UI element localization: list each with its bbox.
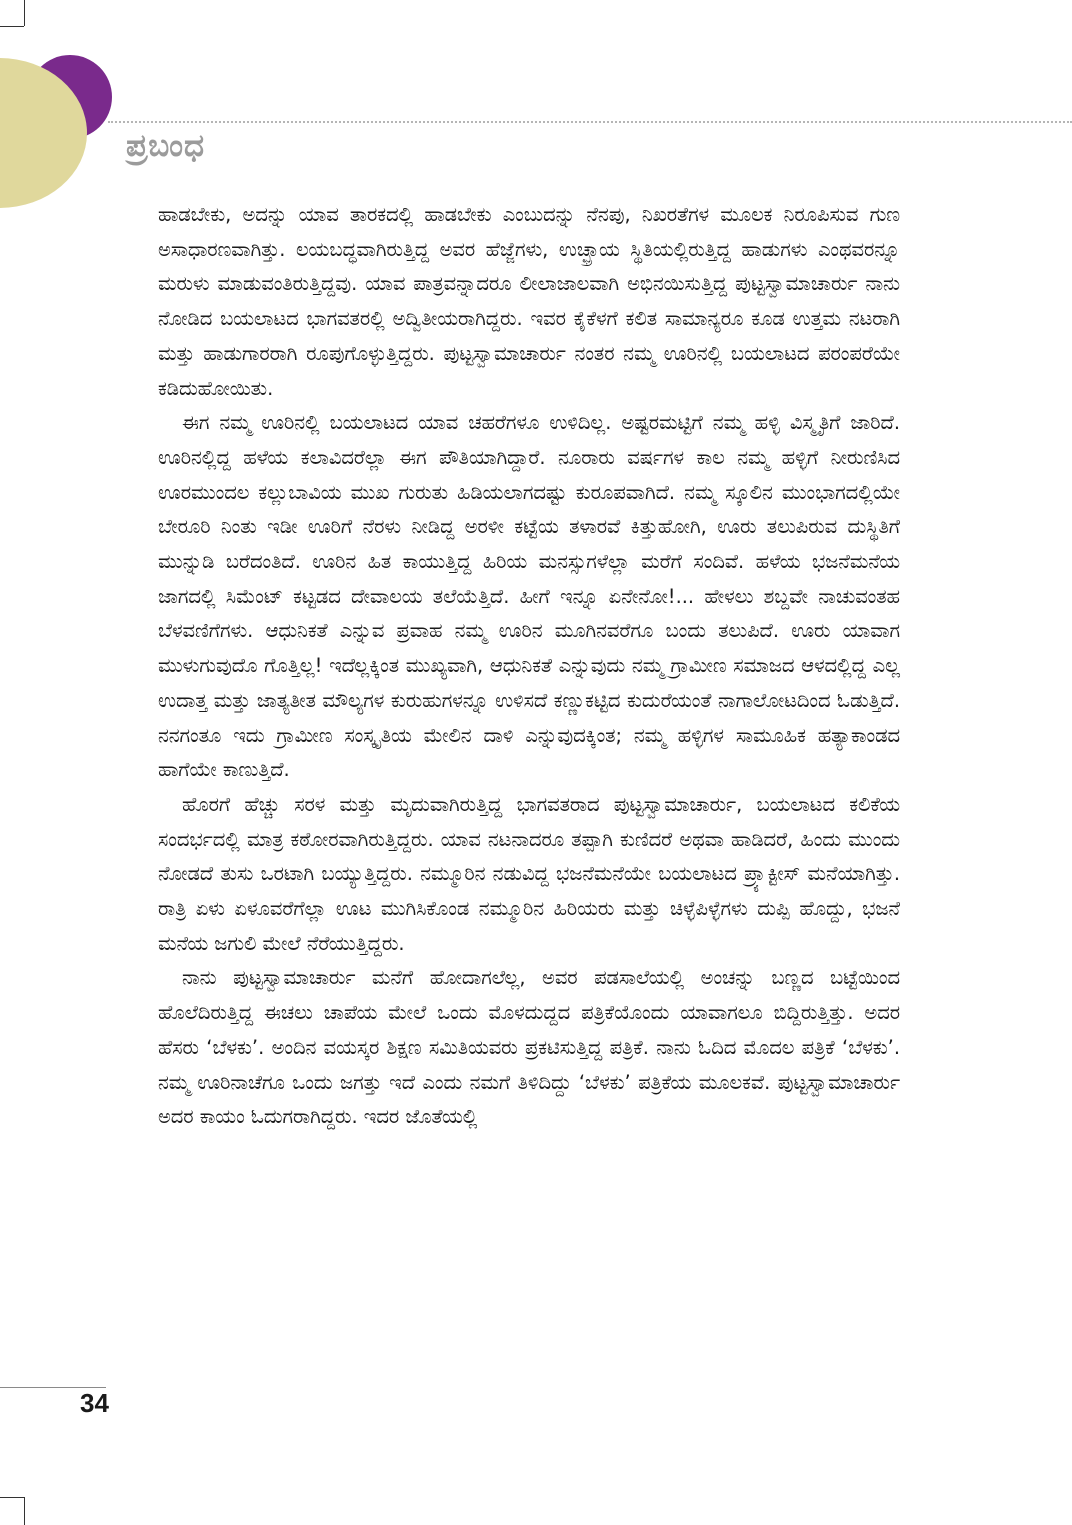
paragraph: ಹಾಡಬೇಕು, ಅದನ್ನು ಯಾವ ತಾರಕದಲ್ಲಿ ಹಾಡಬೇಕು ಎಂಬುದನ್ನು ನೆನಪು, ನಿಖರತೆಗಳ ಮೂಲಕ ನಿರೂಪಿಸುವ ಗುಣ ಅಸಾಧಾರಣವಾಗಿತ್ತು. ಲಯಬದ್ಧವಾಗಿರುತ್ತಿದ್ದ ಅವರ ಹೆಜ್ಜೆಗಳು, ಉಚ್ಛ್ರಾಯ ಸ್ಥಿತಿಯಲ್ಲಿರುತ್ತಿದ್ದ ಹಾಡುಗಳು ಎಂಥವರನ್ನೂ ಮರುಳು ಮಾಡುವಂತಿರುತ್ತಿದ್ದವು. ಯಾವ ಪಾತ್ರವನ್ನಾದರೂ ಲೀಲಾಜಾಲವಾಗಿ ಅಭಿನಯಿಸುತ್ತಿದ್ದ ಪುಟ್ಟಸ್ವಾಮಾಚಾರ್ರು ನಾನು ನೋಡಿದ ಬಯಲಾಟದ ಭಾಗವತರಲ್ಲಿ ಅದ್ವಿತೀಯರಾಗಿದ್ದರು. ಇವರ ಕೈಕೆಳಗೆ ಕಲಿತ ಸಾಮಾನ್ಯರೂ ಕೂಡ ಉತ್ತಮ ನಟರಾಗಿ ಮತ್ತು ಹಾಡುಗಾರರಾಗಿ ರೂಪುಗೊಳ್ಳುತ್ತಿದ್ದರು. ಪುಟ್ಟಸ್ವಾಮಾಚಾರ್ರು ನಂತರ ನಮ್ಮ ಊರಿನಲ್ಲಿ ಬಯಲಾಟದ ಪರಂಪರೆಯೇ ಕಡಿದುಹೋಯಿತು.	[158, 203, 900, 400]
crop-mark-top-left-horizontal	[0, 26, 24, 27]
paragraph: ನಾನು ಪುಟ್ಟಸ್ವಾಮಾಚಾರ್ರು ಮನೆಗೆ ಹೋದಾಗಲೆಲ್ಲ, ಅವರ ಪಡಸಾಲೆಯಲ್ಲಿ ಅಂಚನ್ನು ಬಣ್ಣದ ಬಟ್ಟೆಯಿಂದ ಹೊಲೆದಿರುತ್ತಿದ್ದ ಈಚಲು ಚಾಪೆಯ ಮೇಲೆ ಒಂದು ಮೊಳದುದ್ದದ ಪತ್ರಿಕೆಯೊಂದು ಯಾವಾಗಲೂ ಬಿದ್ದಿರುತ್ತಿತ್ತು. ಅದರ ಹೆಸರು ‘ಬೆಳಕು’. ಅಂದಿನ ವಯಸ್ಕರ ಶಿಕ್ಷಣ ಸಮಿತಿಯವರು ಪ್ರಕಟಿಸುತ್ತಿದ್ದ ಪತ್ರಿಕೆ. ನಾನು ಓದಿದ ಮೊದಲ ಪತ್ರಿಕೆ ‘ಬೆಳಕು’. ನಮ್ಮ ಊರಿನಾಚೆಗೂ ಒಂದು ಜಗತ್ತು ಇದೆ ಎಂದು ನಮಗೆ ತಿಳಿದಿದ್ದು ‘ಬೆಳಕು’ ಪತ್ರಿಕೆಯ ಮೂಲಕವೆ. ಪುಟ್ಟಸ್ವಾಮಾಚಾರ್ರು ಅದರ ಕಾಯಂ ಓದುಗರಾಗಿದ್ದರು. ಇದರ ಜೊತೆಯಲ್ಲಿ	[158, 966, 900, 1129]
crop-mark-bottom-left-vertical	[24, 1497, 25, 1525]
crop-mark-top-left-vertical	[24, 0, 25, 26]
page-number: 34	[80, 1388, 109, 1418]
section-title: ಪ್ರಬಂಧ	[126, 128, 205, 164]
header-dotted-rule	[108, 121, 1072, 123]
paragraph: ಹೊರಗೆ ಹೆಚ್ಚು ಸರಳ ಮತ್ತು ಮೃದುವಾಗಿರುತ್ತಿದ್ದ ಭಾಗವತರಾದ ಪುಟ್ಟಸ್ವಾಮಾಚಾರ್ರು, ಬಯಲಾಟದ ಕಲಿಕೆಯ ಸಂದರ್ಭದಲ್ಲಿ ಮಾತ್ರ ಕಠೋರವಾಗಿರುತ್ತಿದ್ದರು. ಯಾವ ನಟನಾದರೂ ತಪ್ಪಾಗಿ ಕುಣಿದರೆ ಅಥವಾ ಹಾಡಿದರೆ, ಹಿಂದು ಮುಂದು ನೋಡದೆ ತುಸು ಒರಟಾಗಿ ಬಯ್ಯುತ್ತಿದ್ದರು. ನಮ್ಮೂರಿನ ನಡುವಿದ್ದ ಭಜನೆಮನೆಯೇ ಬಯಲಾಟದ ಪ್ರ್ಯಾಕ್ಟೀಸ್ ಮನೆಯಾಗಿತ್ತು. ರಾತ್ರಿ ಏಳು ಏಳೂವರೆಗೆಲ್ಲಾ ಊಟ ಮುಗಿಸಿಕೊಂಡ ನಮ್ಮೂರಿನ ಹಿರಿಯರು ಮತ್ತು ಚಿಳ್ಳೆಪಿಳ್ಳೆಗಳು ದುಪ್ಪಿ ಹೊದ್ದು, ಭಜನೆ ಮನೆಯ ಜಗುಲಿ ಮೇಲೆ ನೆರೆಯುತ್ತಿದ್ದರು.	[158, 792, 900, 955]
paragraph: ಈಗ ನಮ್ಮ ಊರಿನಲ್ಲಿ ಬಯಲಾಟದ ಯಾವ ಚಹರೆಗಳೂ ಉಳಿದಿಲ್ಲ. ಅಷ್ಟರಮಟ್ಟಿಗೆ ನಮ್ಮ ಹಳ್ಳಿ ವಿಸ್ಮೃತಿಗೆ ಜಾರಿದೆ. ಊರಿನಲ್ಲಿದ್ದ ಹಳೆಯ ಕಲಾವಿದರೆಲ್ಲಾ ಈಗ ಪೌತಿಯಾಗಿದ್ದಾರೆ. ನೂರಾರು ವರ್ಷಗಳ ಕಾಲ ನಮ್ಮ ಹಳ್ಳಿಗೆ ನೀರುಣಿಸಿದ ಊರಮುಂದಲ ಕಲ್ಲುಬಾವಿಯ ಮುಖ ಗುರುತು ಹಿಡಿಯಲಾಗದಷ್ಟು ಕುರೂಪವಾಗಿದೆ. ನಮ್ಮ ಸ್ಕೂಲಿನ ಮುಂಭಾಗದಲ್ಲಿಯೇ ಬೇರೂರಿ ನಿಂತು ಇಡೀ ಊರಿಗೆ ನೆರಳು ನೀಡಿದ್ದ ಅರಳೀ ಕಟ್ಟೆಯ ತಳಾರವೆ ಕಿತ್ತುಹೋಗಿ, ಊರು ತಲುಪಿರುವ ದುಸ್ಥಿತಿಗೆ ಮುನ್ನುಡಿ ಬರೆದಂತಿದೆ. ಊರಿನ ಹಿತ ಕಾಯುತ್ತಿದ್ದ ಹಿರಿಯ ಮನಸ್ಸುಗಳೆಲ್ಲಾ ಮರೆಗೆ ಸಂದಿವೆ. ಹಳೆಯ ಭಜನೆಮನೆಯ ಜಾಗದಲ್ಲಿ ಸಿಮೆಂಟ್ ಕಟ್ಟಡದ ದೇವಾಲಯ ತಲೆಯೆತ್ತಿದೆ. ಹೀಗೆ ಇನ್ನೂ ಏನೇನೋ!... ಹೇಳಲು ಶಬ್ದವೇ ನಾಚುವಂತಹ ಬೆಳವಣಿಗೆಗಳು. ಆಧುನಿಕತೆ ಎನ್ನುವ ಪ್ರವಾಹ ನಮ್ಮ ಊರಿನ ಮೂಗಿನವರೆಗೂ ಬಂದು ತಲುಪಿದೆ. ಊರು ಯಾವಾಗ ಮುಳುಗುವುದೊ ಗೊತ್ತಿಲ್ಲ! ಇದೆಲ್ಲಕ್ಕಿಂತ ಮುಖ್ಯವಾಗಿ, ಆಧುನಿಕತೆ ಎನ್ನುವುದು ನಮ್ಮ ಗ್ರಾಮೀಣ ಸಮಾಜದ ಆಳದಲ್ಲಿದ್ದ ಎಲ್ಲ ಉದಾತ್ತ ಮತ್ತು ಜಾತ್ಯತೀತ ಮೌಲ್ಯಗಳ ಕುರುಹುಗಳನ್ನೂ ಉಳಿಸದೆ ಕಣ್ಣುಕಟ್ಟಿದ ಕುದುರೆಯಂತೆ ನಾಗಾಲೋಟದಿಂದ ಓಡುತ್ತಿದೆ. ನನಗಂತೂ ಇದು ಗ್ರಾಮೀಣ ಸಂಸ್ಕೃತಿಯ ಮೇಲಿನ ದಾಳಿ ಎನ್ನುವುದಕ್ಕಿಂತ; ನಮ್ಮ ಹಳ್ಳಿಗಳ ಸಾಮೂಹಿಕ ಹತ್ಯಾಕಾಂಡದ ಹಾಗೆಯೇ ಕಾಣುತ್ತಿದೆ.	[158, 411, 900, 782]
article-body	[158, 198, 900, 1135]
crop-mark-bottom-left-horizontal	[0, 1497, 24, 1498]
